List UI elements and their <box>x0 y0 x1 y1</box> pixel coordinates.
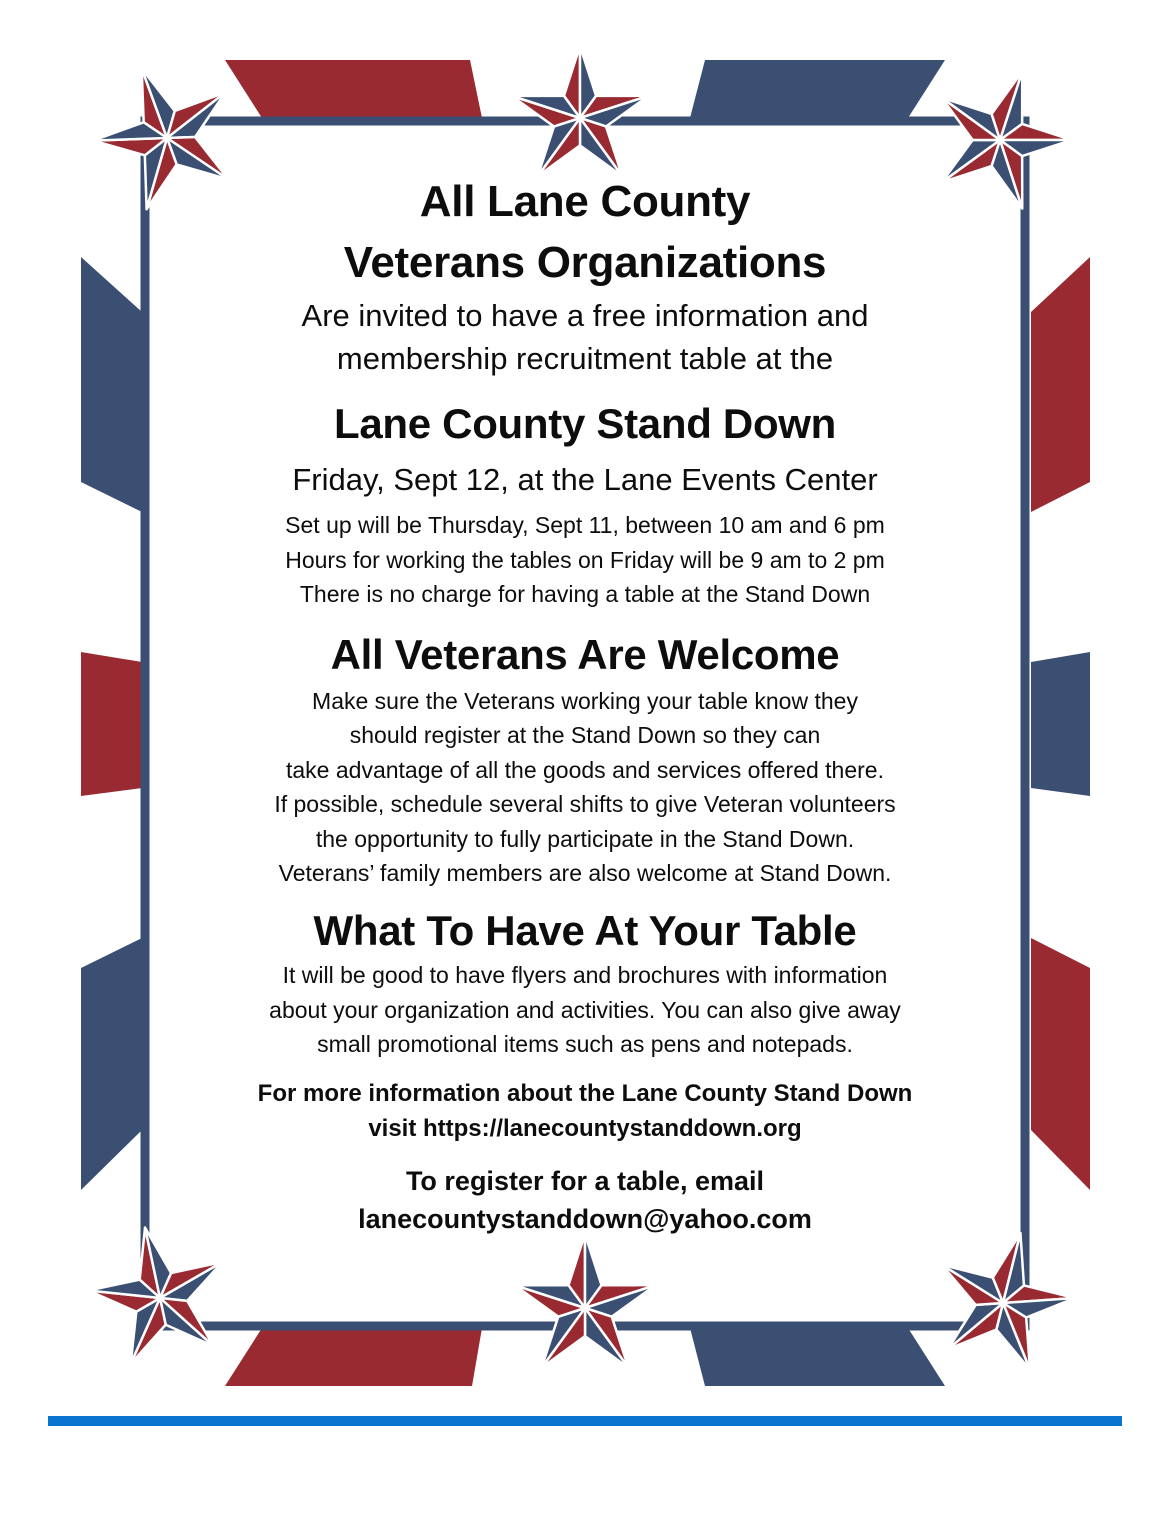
right-blue-stripe <box>1031 652 1090 796</box>
top-right-blue-stripe <box>690 60 945 118</box>
table-line: small promotional items such as pens and notepads. <box>317 1031 853 1057</box>
welcome-line: Veterans’ family members are also welcome at Stand Down. <box>278 860 892 886</box>
top-left-red-stripe <box>225 60 482 118</box>
event-detail: Set up will be Thursday, Sept 11, between 10 am and 6 pm <box>285 512 885 538</box>
welcome-line: the opportunity to fully participate in the Stand Down. <box>315 826 855 852</box>
event-detail: There is no charge for having a table at the Stand Down <box>299 581 871 607</box>
welcome-heading: All Veterans Are Welcome <box>330 631 840 678</box>
event-when-where: Friday, Sept 12, at the Lane Events Center <box>292 462 878 497</box>
table-heading: What To Have At Your Table <box>313 907 857 954</box>
event-detail: Hours for working the tables on Friday will be 9 am to 2 pm <box>285 547 885 573</box>
header-line-2: Veterans Organizations <box>343 238 827 287</box>
register-line: To register for a table, email <box>405 1166 765 1196</box>
welcome-line: Make sure the Veterans working your table know they <box>312 688 858 714</box>
welcome-line: take advantage of all the goods and services offered there. <box>286 757 884 783</box>
bottom-right-blue-stripe <box>690 1328 945 1386</box>
bottom-rule <box>48 1416 1122 1426</box>
bottom-left-red-stripe <box>225 1328 482 1386</box>
welcome-line: should register at the Stand Down so they can <box>349 722 821 748</box>
invite-line-2: membership recruitment table at the <box>336 341 834 376</box>
register-email[interactable]: lanecountystanddown@yahoo.com <box>358 1204 812 1234</box>
table-line: It will be good to have flyers and brochures with information <box>282 962 888 988</box>
left-blue-stripe-2 <box>81 938 142 1190</box>
welcome-line: If possible, schedule several shifts to give Veteran volunteers <box>274 791 896 817</box>
event-title: Lane County Stand Down <box>333 400 837 447</box>
invite-line-1: Are invited to have a free information and <box>301 298 869 333</box>
left-red-stripe <box>81 652 142 796</box>
more-info-line-1: For more information about the Lane County Stand Down <box>257 1080 913 1107</box>
table-line: about your organization and activities. You can also give away <box>269 997 901 1023</box>
right-red-stripe-1 <box>1031 257 1090 512</box>
more-info-url[interactable]: visit https://lanecountystanddown.org <box>368 1115 802 1142</box>
left-blue-stripe-1 <box>81 257 142 512</box>
right-red-stripe-2 <box>1031 938 1090 1190</box>
header-line-1: All Lane County <box>419 177 751 226</box>
